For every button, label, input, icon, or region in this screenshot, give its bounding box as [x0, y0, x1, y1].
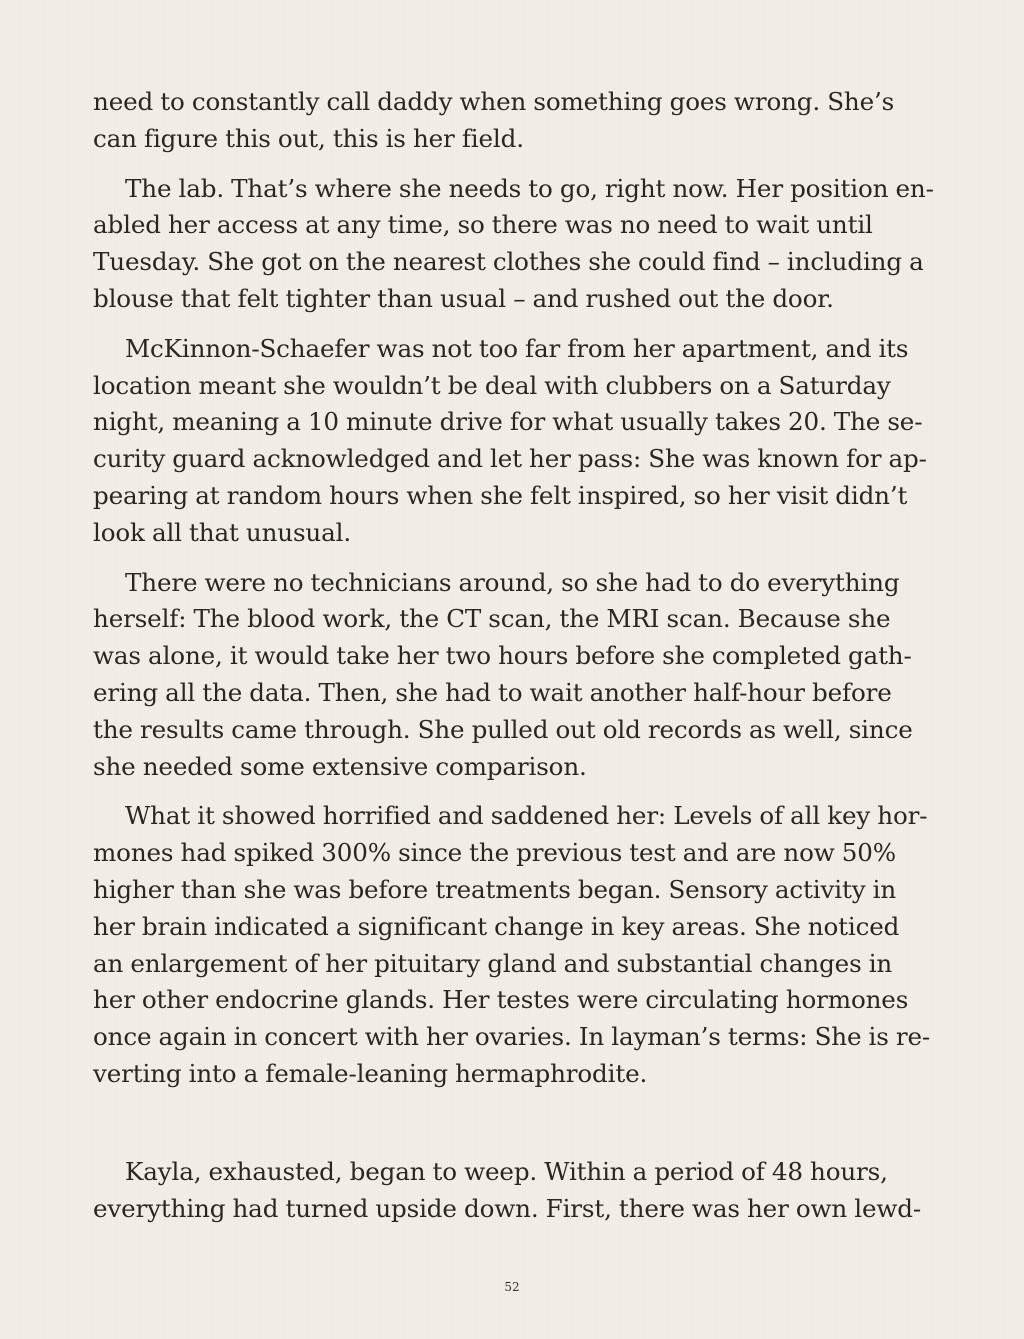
paragraph-2 — [93, 171, 937, 318]
text-line: an enlargement of her pituitary gland and substantial changes in — [93, 948, 893, 978]
text-line: was alone, it would take her two hours before she completed gath- — [93, 641, 912, 671]
text-line: blouse that felt tighter than usual – and rushed out the door. — [93, 283, 834, 313]
page-number: 52 — [504, 1280, 520, 1294]
paragraph-6 — [93, 1154, 937, 1228]
text-line: can figure this out, this is her field. — [93, 123, 524, 153]
text-line: The lab. That’s where she needs to go, right now. Her position en- — [125, 173, 934, 203]
text-line: her brain indicated a significant change in key areas. She noticed — [93, 911, 900, 941]
text-line: McKinnon-Schaefer was not too far from her apartment, and its — [125, 333, 909, 363]
text-line: pearing at random hours when she felt inspired, so her visit didn’t — [93, 480, 908, 510]
text-line: the results came through. She pulled out old records as well, since — [93, 714, 913, 744]
text-line: need to constantly call daddy when something goes wrong. She’s — [93, 87, 895, 116]
text-line: look all that unusual. — [93, 517, 352, 547]
body-text — [93, 84, 937, 1240]
section-gap — [93, 1106, 937, 1154]
text-line: verting into a female-leaning hermaphrodite. — [93, 1058, 648, 1088]
text-line: abled her access at any time, so there was no need to wait until — [93, 210, 873, 240]
text-line: curity guard acknowledged and let her pass: She was known for ap- — [93, 444, 927, 474]
text-line: her other endocrine glands. Her testes were circulating hormones — [93, 985, 909, 1015]
text-line: once again in concert with her ovaries. In layman’s terms: She is re- — [93, 1022, 931, 1052]
text-line: she needed some extensive comparison. — [93, 751, 587, 781]
text-line: herself: The blood work, the CT scan, the MRI scan. Because she — [93, 604, 891, 634]
text-line: There were no technicians around, so she had to do everything — [125, 567, 900, 597]
text-line: everything had turned upside down. First, there was her own lewd- — [93, 1193, 922, 1223]
paragraph-1 — [93, 84, 937, 158]
paragraph-4 — [93, 565, 937, 786]
text-line: Tuesday. She got on the nearest clothes she could find – including a — [93, 247, 924, 277]
text-line: location meant she wouldn’t be deal with clubbers on a Saturday — [93, 370, 891, 400]
text-line: ering all the data. Then, she had to wait another half-hour before — [93, 677, 892, 707]
text-line: night, meaning a 10 minute drive for what usually takes 20. The se- — [93, 407, 923, 437]
text-line: What it showed horrified and saddened her: Levels of all key hor- — [125, 801, 928, 831]
text-line: Kayla, exhausted, began to weep. Within a period of 48 hours, — [125, 1156, 888, 1186]
paragraph-3 — [93, 331, 937, 552]
paragraph-5 — [93, 798, 937, 1092]
text-line: higher than she was before treatments began. Sensory activity in — [93, 874, 897, 904]
text-line: mones had spiked 300% since the previous test and are now 50% — [93, 838, 897, 868]
